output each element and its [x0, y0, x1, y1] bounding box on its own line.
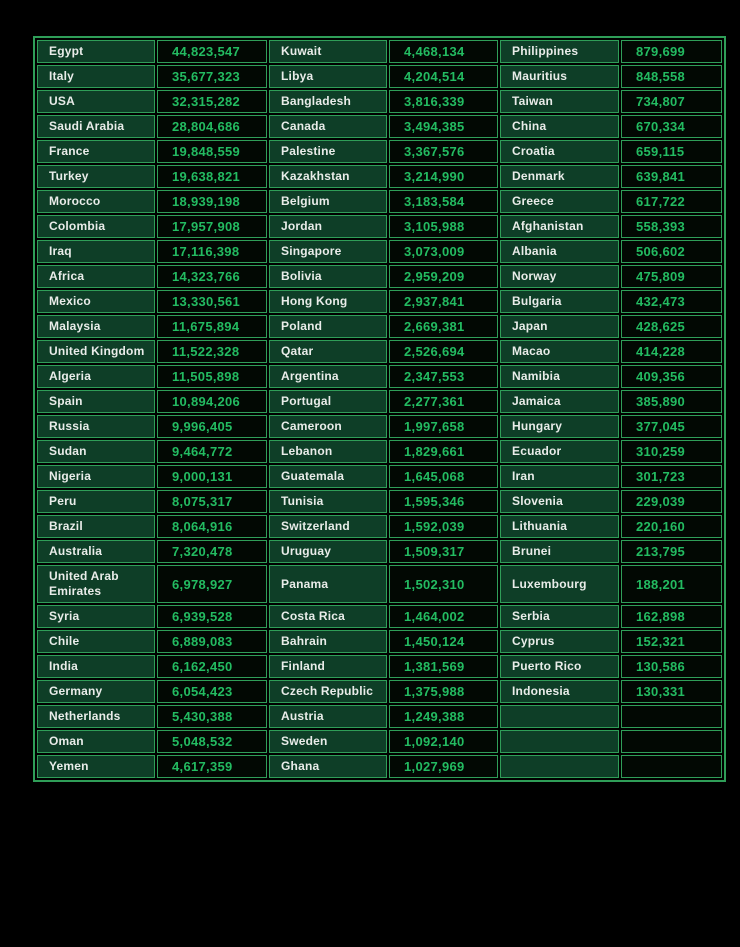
country-cell: Malaysia	[37, 315, 155, 338]
table-row	[37, 165, 722, 188]
country-cell: Tunisia	[269, 490, 387, 513]
country-cell: Kuwait	[269, 40, 387, 63]
value-cell: 1,509,317	[389, 540, 498, 563]
table-body	[37, 40, 722, 778]
value-cell: 17,957,908	[157, 215, 267, 238]
value-cell: 1,595,346	[389, 490, 498, 513]
table-row	[37, 315, 722, 338]
country-cell: Bahrain	[269, 630, 387, 653]
country-cell: Namibia	[500, 365, 619, 388]
value-cell: 13,330,561	[157, 290, 267, 313]
country-stats-panel	[33, 36, 726, 782]
country-cell: United Arab Emirates	[37, 565, 155, 603]
value-cell: 3,367,576	[389, 140, 498, 163]
value-cell: 4,468,134	[389, 40, 498, 63]
value-cell: 617,722	[621, 190, 722, 213]
country-cell: Russia	[37, 415, 155, 438]
country-cell: USA	[37, 90, 155, 113]
country-cell: Yemen	[37, 755, 155, 778]
country-cell: India	[37, 655, 155, 678]
value-cell: 1,997,658	[389, 415, 498, 438]
country-cell: Taiwan	[500, 90, 619, 113]
table-row	[37, 90, 722, 113]
value-cell: 6,054,423	[157, 680, 267, 703]
value-cell: 229,039	[621, 490, 722, 513]
value-cell: 35,677,323	[157, 65, 267, 88]
table-row	[37, 240, 722, 263]
value-cell	[621, 755, 722, 778]
country-cell: Afghanistan	[500, 215, 619, 238]
country-cell: Guatemala	[269, 465, 387, 488]
table-row	[37, 705, 722, 728]
value-cell: 2,277,361	[389, 390, 498, 413]
table-row	[37, 340, 722, 363]
country-cell: Luxembourg	[500, 565, 619, 603]
value-cell: 6,978,927	[157, 565, 267, 603]
table-row	[37, 515, 722, 538]
country-cell: Uruguay	[269, 540, 387, 563]
value-cell: 639,841	[621, 165, 722, 188]
country-cell: Singapore	[269, 240, 387, 263]
table-row	[37, 465, 722, 488]
country-cell: Lebanon	[269, 440, 387, 463]
country-cell: Turkey	[37, 165, 155, 188]
value-cell: 2,669,381	[389, 315, 498, 338]
country-cell: Palestine	[269, 140, 387, 163]
value-cell: 9,000,131	[157, 465, 267, 488]
country-cell: Switzerland	[269, 515, 387, 538]
country-cell: Cyprus	[500, 630, 619, 653]
table-row	[37, 115, 722, 138]
table-row	[37, 440, 722, 463]
value-cell: 2,347,553	[389, 365, 498, 388]
country-cell: Slovenia	[500, 490, 619, 513]
country-cell: Ecuador	[500, 440, 619, 463]
value-cell: 1,464,002	[389, 605, 498, 628]
country-cell: Poland	[269, 315, 387, 338]
value-cell: 18,939,198	[157, 190, 267, 213]
value-cell: 659,115	[621, 140, 722, 163]
value-cell: 2,526,694	[389, 340, 498, 363]
country-cell: Lithuania	[500, 515, 619, 538]
country-cell: Spain	[37, 390, 155, 413]
value-cell: 432,473	[621, 290, 722, 313]
country-cell: Ghana	[269, 755, 387, 778]
country-cell: Netherlands	[37, 705, 155, 728]
value-cell: 428,625	[621, 315, 722, 338]
table-row	[37, 40, 722, 63]
country-cell: Jordan	[269, 215, 387, 238]
value-cell: 414,228	[621, 340, 722, 363]
country-cell	[500, 730, 619, 753]
country-cell: Brunei	[500, 540, 619, 563]
table-row	[37, 190, 722, 213]
country-cell: Belgium	[269, 190, 387, 213]
country-cell: Serbia	[500, 605, 619, 628]
value-cell: 9,996,405	[157, 415, 267, 438]
value-cell: 1,092,140	[389, 730, 498, 753]
value-cell: 310,259	[621, 440, 722, 463]
country-cell: United Kingdom	[37, 340, 155, 363]
value-cell: 14,323,766	[157, 265, 267, 288]
value-cell: 162,898	[621, 605, 722, 628]
country-cell: Algeria	[37, 365, 155, 388]
country-cell: Canada	[269, 115, 387, 138]
country-cell	[500, 705, 619, 728]
country-cell: Brazil	[37, 515, 155, 538]
value-cell: 6,889,083	[157, 630, 267, 653]
country-cell: Qatar	[269, 340, 387, 363]
table-row	[37, 630, 722, 653]
value-cell: 10,894,206	[157, 390, 267, 413]
table-row	[37, 365, 722, 388]
country-cell: Costa Rica	[269, 605, 387, 628]
country-cell: Nigeria	[37, 465, 155, 488]
value-cell: 8,064,916	[157, 515, 267, 538]
value-cell: 3,105,988	[389, 215, 498, 238]
value-cell: 152,321	[621, 630, 722, 653]
value-cell: 4,204,514	[389, 65, 498, 88]
value-cell: 1,502,310	[389, 565, 498, 603]
value-cell: 3,073,009	[389, 240, 498, 263]
value-cell: 188,201	[621, 565, 722, 603]
value-cell: 44,823,547	[157, 40, 267, 63]
value-cell: 32,315,282	[157, 90, 267, 113]
country-cell: Jamaica	[500, 390, 619, 413]
value-cell: 734,807	[621, 90, 722, 113]
value-cell: 7,320,478	[157, 540, 267, 563]
value-cell: 2,959,209	[389, 265, 498, 288]
country-cell: Sweden	[269, 730, 387, 753]
value-cell: 130,586	[621, 655, 722, 678]
value-cell: 28,804,686	[157, 115, 267, 138]
country-cell: Syria	[37, 605, 155, 628]
table-row	[37, 755, 722, 778]
value-cell: 1,829,661	[389, 440, 498, 463]
value-cell: 1,249,388	[389, 705, 498, 728]
table-row	[37, 140, 722, 163]
value-cell: 3,494,385	[389, 115, 498, 138]
value-cell: 4,617,359	[157, 755, 267, 778]
value-cell: 670,334	[621, 115, 722, 138]
country-cell: Iran	[500, 465, 619, 488]
value-cell: 11,505,898	[157, 365, 267, 388]
table-row	[37, 730, 722, 753]
table-row	[37, 565, 722, 603]
country-cell: Argentina	[269, 365, 387, 388]
value-cell: 3,214,990	[389, 165, 498, 188]
country-cell: Libya	[269, 65, 387, 88]
value-cell: 130,331	[621, 680, 722, 703]
value-cell: 301,723	[621, 465, 722, 488]
value-cell: 5,048,532	[157, 730, 267, 753]
table-row	[37, 680, 722, 703]
country-cell: Panama	[269, 565, 387, 603]
country-cell: Morocco	[37, 190, 155, 213]
value-cell: 6,939,528	[157, 605, 267, 628]
country-cell: Saudi Arabia	[37, 115, 155, 138]
country-cell: Sudan	[37, 440, 155, 463]
country-cell: Indonesia	[500, 680, 619, 703]
country-cell: Chile	[37, 630, 155, 653]
value-cell: 1,375,988	[389, 680, 498, 703]
value-cell: 9,464,772	[157, 440, 267, 463]
table-row	[37, 605, 722, 628]
value-cell: 11,675,894	[157, 315, 267, 338]
country-cell: Egypt	[37, 40, 155, 63]
country-cell: Japan	[500, 315, 619, 338]
country-cell	[500, 755, 619, 778]
country-cell: Greece	[500, 190, 619, 213]
value-cell: 558,393	[621, 215, 722, 238]
value-cell: 8,075,317	[157, 490, 267, 513]
value-cell: 5,430,388	[157, 705, 267, 728]
table-row	[37, 215, 722, 238]
value-cell: 11,522,328	[157, 340, 267, 363]
value-cell: 475,809	[621, 265, 722, 288]
country-cell: Bangladesh	[269, 90, 387, 113]
value-cell: 1,450,124	[389, 630, 498, 653]
value-cell	[621, 730, 722, 753]
value-cell: 220,160	[621, 515, 722, 538]
value-cell: 385,890	[621, 390, 722, 413]
country-cell: Oman	[37, 730, 155, 753]
table-row	[37, 290, 722, 313]
country-cell: Croatia	[500, 140, 619, 163]
country-cell: Peru	[37, 490, 155, 513]
country-cell: Bolivia	[269, 265, 387, 288]
value-cell: 1,645,068	[389, 465, 498, 488]
value-cell: 1,592,039	[389, 515, 498, 538]
table-row	[37, 490, 722, 513]
country-cell: Bulgaria	[500, 290, 619, 313]
value-cell: 213,795	[621, 540, 722, 563]
value-cell: 1,381,569	[389, 655, 498, 678]
country-cell: Australia	[37, 540, 155, 563]
country-stats-table	[33, 36, 726, 782]
table-row	[37, 540, 722, 563]
table-row	[37, 655, 722, 678]
country-cell: Austria	[269, 705, 387, 728]
country-cell: Denmark	[500, 165, 619, 188]
value-cell: 506,602	[621, 240, 722, 263]
value-cell: 2,937,841	[389, 290, 498, 313]
country-cell: Hong Kong	[269, 290, 387, 313]
value-cell: 879,699	[621, 40, 722, 63]
country-cell: Norway	[500, 265, 619, 288]
country-cell: Cameroon	[269, 415, 387, 438]
country-cell: Hungary	[500, 415, 619, 438]
value-cell: 1,027,969	[389, 755, 498, 778]
value-cell: 19,638,821	[157, 165, 267, 188]
country-cell: France	[37, 140, 155, 163]
country-cell: Czech Republic	[269, 680, 387, 703]
country-cell: Italy	[37, 65, 155, 88]
value-cell: 6,162,450	[157, 655, 267, 678]
country-cell: Portugal	[269, 390, 387, 413]
table-row	[37, 265, 722, 288]
table-row	[37, 415, 722, 438]
value-cell: 377,045	[621, 415, 722, 438]
value-cell: 3,183,584	[389, 190, 498, 213]
value-cell: 848,558	[621, 65, 722, 88]
country-cell: Africa	[37, 265, 155, 288]
value-cell: 17,116,398	[157, 240, 267, 263]
country-cell: Colombia	[37, 215, 155, 238]
value-cell: 3,816,339	[389, 90, 498, 113]
value-cell: 19,848,559	[157, 140, 267, 163]
country-cell: China	[500, 115, 619, 138]
table-row	[37, 390, 722, 413]
country-cell: Kazakhstan	[269, 165, 387, 188]
value-cell	[621, 705, 722, 728]
value-cell: 409,356	[621, 365, 722, 388]
country-cell: Iraq	[37, 240, 155, 263]
country-cell: Germany	[37, 680, 155, 703]
country-cell: Finland	[269, 655, 387, 678]
country-cell: Mauritius	[500, 65, 619, 88]
country-cell: Albania	[500, 240, 619, 263]
country-cell: Philippines	[500, 40, 619, 63]
country-cell: Puerto Rico	[500, 655, 619, 678]
country-cell: Mexico	[37, 290, 155, 313]
table-row	[37, 65, 722, 88]
country-cell: Macao	[500, 340, 619, 363]
